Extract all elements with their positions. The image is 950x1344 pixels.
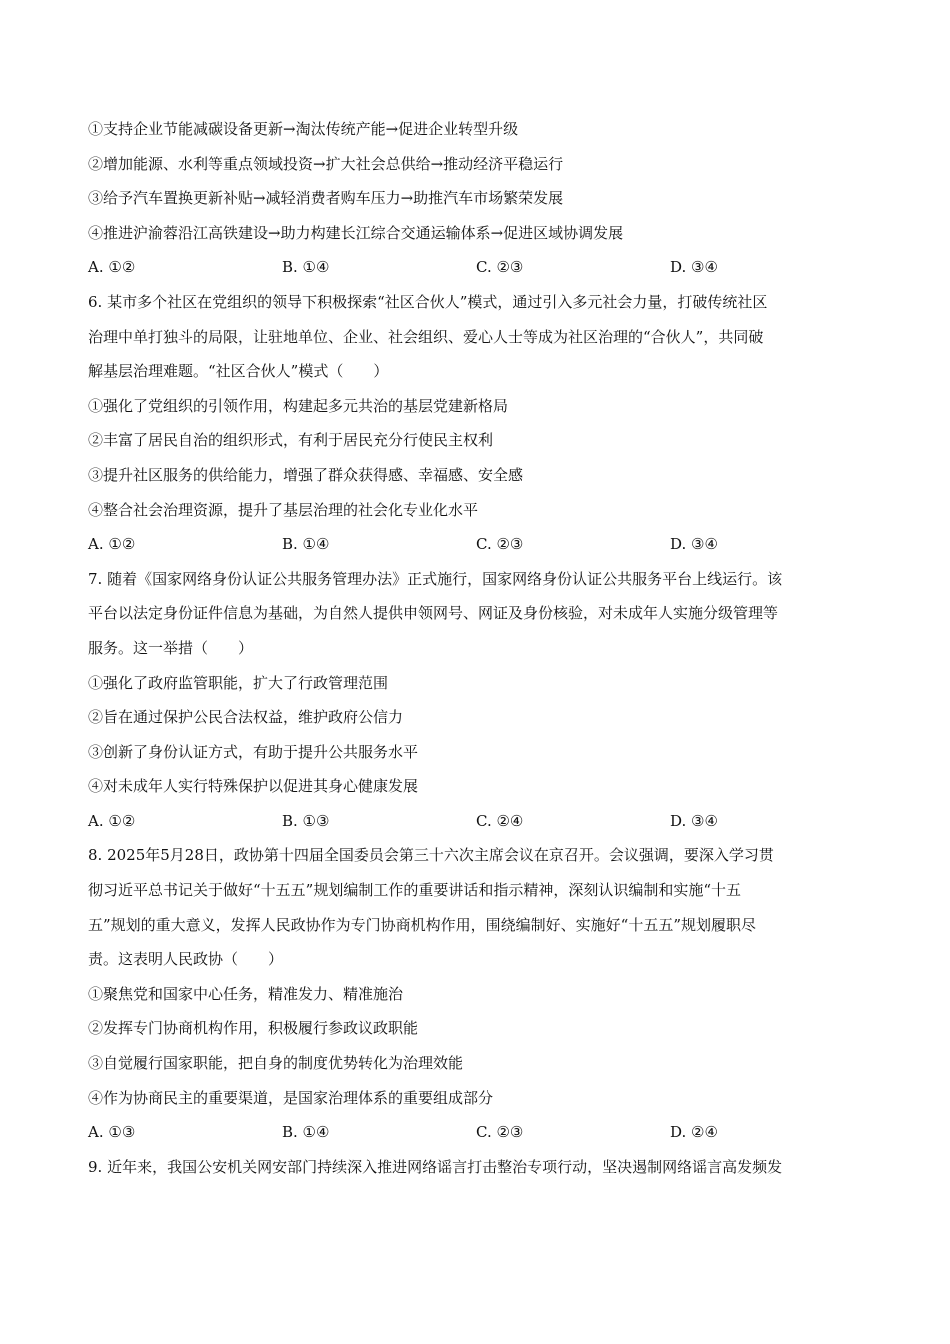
question-9 <box>88 1150 864 1185</box>
q8-option-b: B. ①④ <box>282 1123 330 1142</box>
q5-item-1: ①支持企业节能减碳设备更新→淘汰传统产能→促进企业转型升级 <box>88 120 519 138</box>
q7-options <box>88 804 864 839</box>
q6-item-4: ④整合社会治理资源，提升了基层治理的社会化专业化水平 <box>88 500 479 519</box>
q8-item-4: ④作为协商民主的重要渠道，是国家治理体系的重要组成部分 <box>88 1088 494 1107</box>
q5-item-4: ④推进沪渝蓉沿江高铁建设→助力构建长江综合交通运输体系→促进区域协调发展 <box>88 223 624 242</box>
q6-option-a: A. ①② <box>88 535 136 554</box>
q7-stem-line: 服务。这一举措（ ） <box>88 638 254 657</box>
q8-item-2: ②发挥专门协商机构作用，积极履行参政议政职能 <box>88 1019 419 1038</box>
q5-item-3: ③给予汽车置换更新补贴→减轻消费者购车压力→助推汽车市场繁荣发展 <box>88 189 564 208</box>
q7-option-b: B. ①③ <box>282 811 330 830</box>
q5-option-b: B. ①④ <box>282 258 330 277</box>
q5-option-a: A. ①② <box>88 258 136 277</box>
q8-option-a: A. ①③ <box>88 1123 136 1142</box>
q6-item-1: ①强化了党组织的引领作用，构建起多元共治的基层党建新格局 <box>88 396 509 415</box>
q7-item-1: ①强化了政府监管职能，扩大了行政管理范围 <box>88 673 389 692</box>
q6-item-3: ③提升社区服务的供给能力，增强了群众获得感、幸福感、安全感 <box>88 465 524 484</box>
q5-options <box>88 250 864 285</box>
exam-page <box>88 112 864 1184</box>
question-8 <box>88 838 864 1149</box>
q5-item-2: ②增加能源、水利等重点领域投资→扩大社会总供给→推动经济平稳运行 <box>88 154 564 173</box>
q7-item-2: ②旨在通过保护公民合法权益，维护政府公信力 <box>88 708 404 727</box>
q6-stem-line: 6. 某市多个社区在党组织的领导下积极探索“社区合伙人”模式，通过引入多元社会力量，打破传统社区 <box>88 292 768 311</box>
q6-option-b: B. ①④ <box>282 535 330 554</box>
q8-stem-line: 五”规划的重大意义，发挥人民政协作为专门协商机构作用，围绕编制好、实施好“十五五”规划履职尽 <box>88 915 757 934</box>
q8-option-d: D. ②④ <box>670 1123 718 1142</box>
question-7 <box>88 562 864 839</box>
question-5 <box>88 112 864 285</box>
q6-stem-line: 解基层治理难题。“社区合伙人”模式（ ） <box>88 362 389 381</box>
q6-options <box>88 527 864 562</box>
q5-option-d: D. ③④ <box>670 258 718 277</box>
q8-stem-line: 责。这表明人民政协（ ） <box>88 950 284 969</box>
q6-item-2: ②丰富了居民自治的组织形式，有利于居民充分行使民主权利 <box>88 431 494 450</box>
q7-option-a: A. ①② <box>88 811 136 830</box>
q8-option-c: C. ②③ <box>476 1123 524 1142</box>
question-6 <box>88 285 864 562</box>
q7-option-c: C. ②④ <box>476 811 524 830</box>
q8-item-1: ①聚焦党和国家中心任务，精准发力、精准施治 <box>88 984 404 1003</box>
q8-item-3: ③自觉履行国家职能，把自身的制度优势转化为治理效能 <box>88 1054 464 1073</box>
q8-stem-line: 8. 2025年5月28日，政协第十四届全国委员会第三十六次主席会议在京召开。会议强调，要深入学习贯 <box>88 846 774 865</box>
q6-option-d: D. ③④ <box>670 535 718 554</box>
q5-option-c: C. ②③ <box>476 258 524 277</box>
q6-option-c: C. ②③ <box>476 535 524 554</box>
q7-item-4: ④对未成年人实行特殊保护以促进其身心健康发展 <box>88 777 419 796</box>
q7-stem-line: 平台以法定身份证件信息为基础，为自然人提供申领网号、网证及身份核验，对未成年人实施分级管理等 <box>88 604 779 623</box>
q7-option-d: D. ③④ <box>670 811 718 830</box>
q7-stem-line: 7. 随着《国家网络身份认证公共服务管理办法》正式施行，国家网络身份认证公共服务平台上线运行。该 <box>88 569 783 588</box>
q8-stem-line: 彻习近平总书记关于做好“十五五”规划编制工作的重要讲话和指示精神，深刻认识编制和实施“十五 <box>88 881 742 900</box>
q6-stem-line: 治理中单打独斗的局限，让驻地单位、企业、社会组织、爱心人士等成为社区治理的“合伙人”，共同破 <box>88 327 764 346</box>
q7-item-3: ③创新了身份认证方式，有助于提升公共服务水平 <box>88 742 419 761</box>
q9-stem-line: 9. 近年来，我国公安机关网安部门持续深入推进网络谣言打击整治专项行动，坚决遏制网络谣言高发频发 <box>88 1157 783 1176</box>
q8-options <box>88 1115 864 1150</box>
